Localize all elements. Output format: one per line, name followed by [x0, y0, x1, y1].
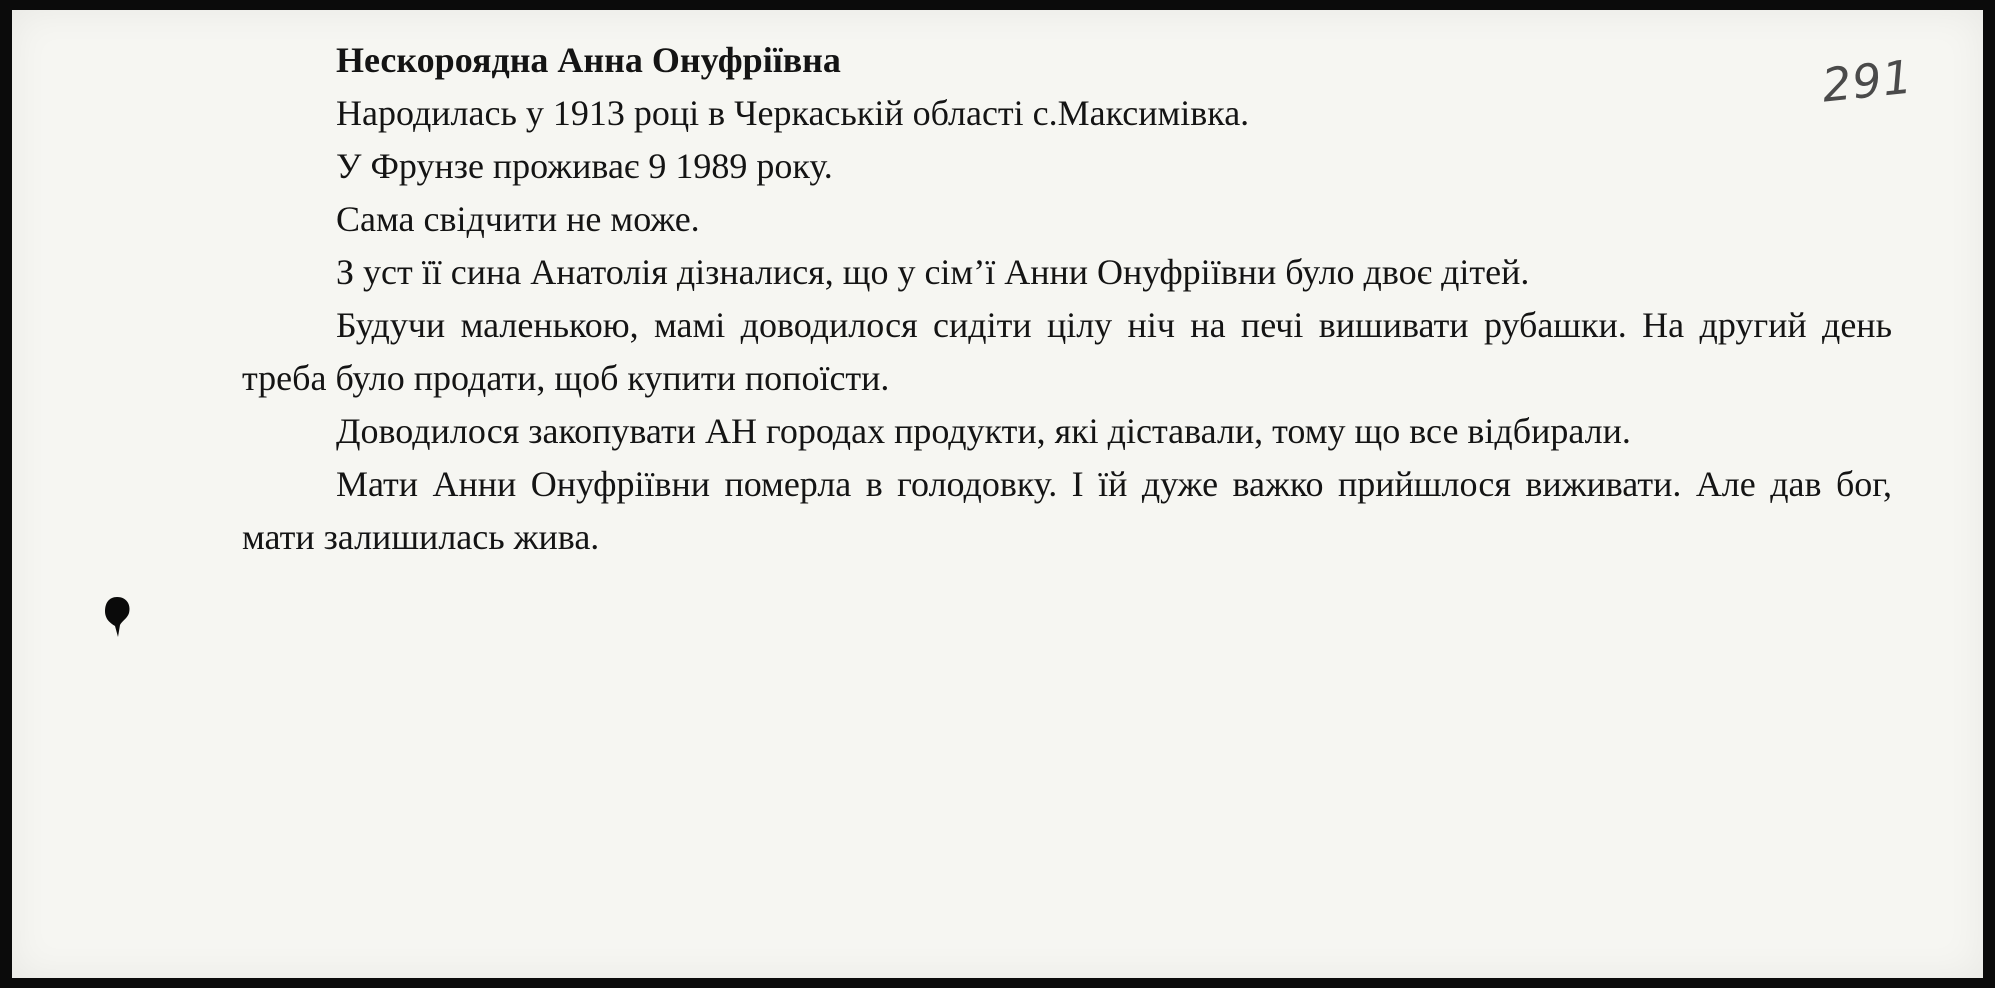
- paragraph-hiding-food: Доводилося закопувати АН городах продукти, які діставали, тому що все відбирали.: [336, 411, 1631, 451]
- punch-hole-mark: [102, 595, 132, 639]
- paragraph-birth: Народилась у 1913 році в Черкаській області с.Максимівка.: [336, 93, 1250, 133]
- document-text: [242, 34, 1892, 564]
- handwritten-page-number: 291: [1819, 49, 1916, 113]
- paragraph-residence: У Фрунзе проживає 9 1989 року.: [336, 146, 833, 186]
- document-page: [12, 10, 1983, 978]
- paragraph-cannot-testify: Сама свідчити не може.: [336, 199, 700, 239]
- paragraph-mother-death: Мати Анни Онуфріївни померла в голодовку. І їй дуже важко прийшлося виживати. Але дав бог, мати залишилась жива.: [242, 464, 1892, 557]
- paragraph-childhood: Будучи маленькою, мамі доводилося сидіти цілу ніч на печі вишивати рубашки. На другий день треба було продати, щоб купити попоїсти.: [242, 305, 1892, 398]
- document-title: Нескороядна Анна Онуфріївна: [336, 40, 841, 80]
- paragraph-son-testimony: З уст її сина Анатолія дізналися, що у сім’ї Анни Онуфріївни було двоє дітей.: [336, 252, 1530, 292]
